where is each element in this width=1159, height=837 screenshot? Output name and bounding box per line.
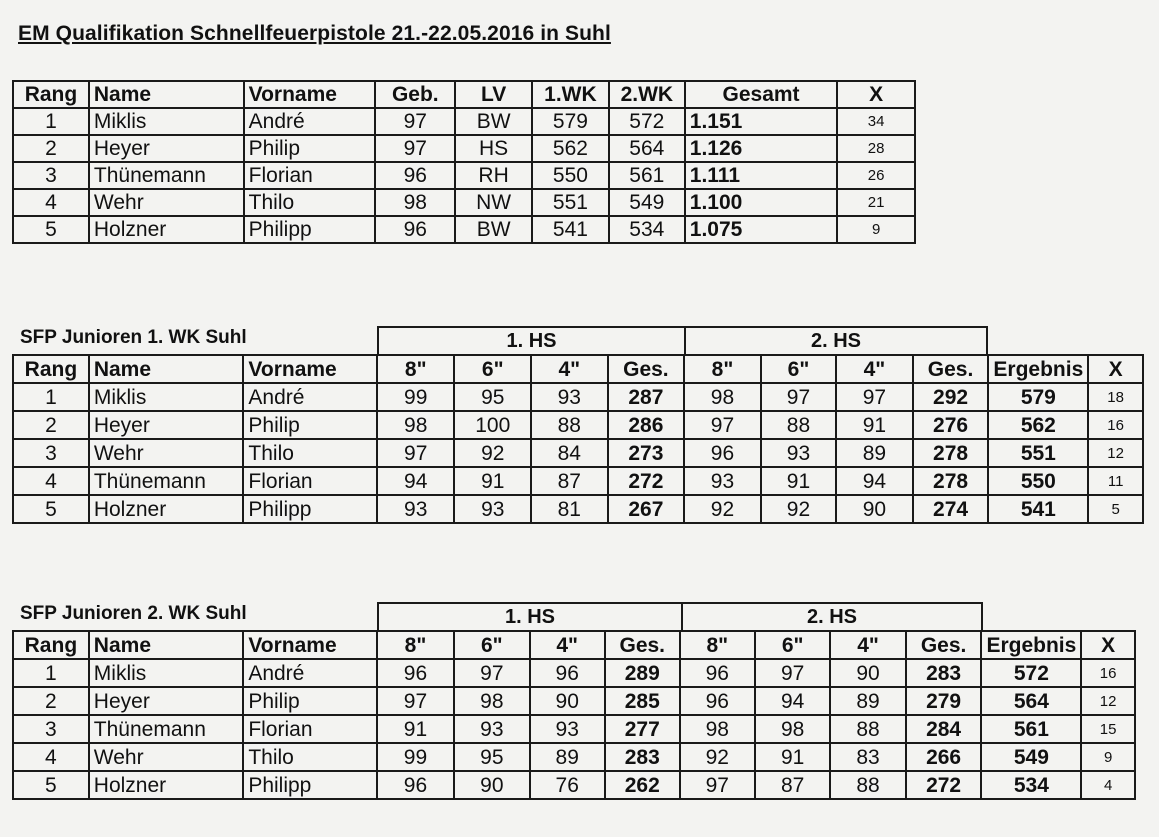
cell-2hs-6s: 97 [761, 383, 836, 411]
col-header-1hs-ges: Ges. [608, 355, 685, 383]
cell-vorname: Philipp [243, 771, 376, 799]
cell-x: 12 [1088, 439, 1143, 467]
cell-gesamt: 1.111 [685, 162, 838, 189]
table-row [13, 771, 1135, 799]
cell-name: Miklis [89, 659, 244, 687]
cell-x: 15 [1081, 715, 1135, 743]
cell-wk1: 579 [532, 108, 609, 135]
cell-2hs-4s: 97 [836, 383, 912, 411]
col-header-wk1: 1.WK [532, 81, 609, 108]
cell-2hs-4s: 90 [830, 659, 905, 687]
cell-vorname: Thilo [243, 743, 376, 771]
cell-wk1: 541 [532, 216, 609, 243]
cell-1hs-6s: 90 [454, 771, 529, 799]
table-row [13, 687, 1135, 715]
cell-2hs-4s: 89 [830, 687, 905, 715]
cell-2hs-8s: 98 [680, 715, 755, 743]
cell-rang: 4 [13, 467, 89, 495]
col-header-name: Name [89, 81, 244, 108]
col-header-2hs-4s: 4" [830, 631, 905, 659]
col-header-1hs-4s: 4" [530, 631, 605, 659]
cell-name: Holzner [89, 495, 244, 523]
cell-2hs-6s: 92 [761, 495, 836, 523]
cell-name: Heyer [89, 411, 244, 439]
page-title: EM Qualifikation Schnellfeuerpistole 21.-22.05.2016 in Suhl [18, 22, 611, 45]
cell-name: Heyer [89, 687, 244, 715]
cell-1hs-6s: 95 [454, 743, 529, 771]
cell-x: 9 [837, 216, 915, 243]
cell-2hs-4s: 88 [830, 771, 905, 799]
cell-geb: 97 [375, 135, 455, 162]
cell-ergebnis: 534 [981, 771, 1081, 799]
cell-1hs-8s: 96 [377, 659, 454, 687]
cell-x: 28 [837, 135, 915, 162]
col-header-2hs-8s: 8" [680, 631, 755, 659]
col-header-geb: Geb. [375, 81, 455, 108]
cell-vorname: Philip [243, 687, 376, 715]
cell-1hs-ges: 273 [608, 439, 685, 467]
cell-2hs-6s: 87 [755, 771, 830, 799]
cell-2hs-ges: 283 [906, 659, 982, 687]
cell-rang: 5 [13, 216, 89, 243]
col-header-x: X [837, 81, 915, 108]
table-row [13, 383, 1143, 411]
cell-1hs-4s: 93 [531, 383, 607, 411]
wk1-results-body [13, 383, 1143, 523]
col-header-vorname: Vorname [243, 631, 376, 659]
cell-vorname: André [243, 383, 377, 411]
cell-1hs-ges: 285 [605, 687, 680, 715]
cell-geb: 96 [375, 162, 455, 189]
col-header-1hs-6s: 6" [454, 355, 531, 383]
cell-name: Thünemann [89, 162, 244, 189]
col-header-1hs-ges: Ges. [605, 631, 680, 659]
wk1-group-1hs: 1. HS [377, 326, 686, 354]
cell-1hs-ges: 287 [608, 383, 685, 411]
cell-1hs-8s: 91 [377, 715, 454, 743]
cell-rang: 1 [13, 108, 89, 135]
cell-vorname: Philip [243, 411, 377, 439]
cell-1hs-6s: 95 [454, 383, 531, 411]
table-header-row [13, 355, 1143, 383]
cell-vorname: Thilo [244, 189, 376, 216]
col-header-1hs-4s: 4" [531, 355, 607, 383]
cell-1hs-8s: 99 [377, 743, 454, 771]
col-header-2hs-ges: Ges. [913, 355, 989, 383]
cell-2hs-8s: 96 [684, 439, 760, 467]
cell-lv: BW [455, 216, 532, 243]
wk2-group-2hs: 2. HS [681, 602, 983, 630]
cell-name: Heyer [89, 135, 244, 162]
cell-x: 4 [1081, 771, 1135, 799]
cell-ergebnis: 551 [988, 439, 1088, 467]
col-header-rang: Rang [13, 81, 89, 108]
cell-name: Miklis [89, 108, 244, 135]
wk1-results-table [12, 354, 1144, 524]
col-header-1hs-8s: 8" [377, 355, 454, 383]
cell-ergebnis: 541 [988, 495, 1088, 523]
cell-2hs-6s: 93 [761, 439, 836, 467]
cell-gesamt: 1.100 [685, 189, 838, 216]
cell-vorname: Philipp [243, 495, 377, 523]
cell-1hs-4s: 81 [531, 495, 607, 523]
cell-ergebnis: 550 [988, 467, 1088, 495]
cell-wk2: 534 [609, 216, 685, 243]
cell-2hs-ges: 284 [906, 715, 982, 743]
cell-wk2: 564 [609, 135, 685, 162]
cell-2hs-8s: 96 [680, 687, 755, 715]
cell-vorname: Philipp [244, 216, 376, 243]
col-header-name: Name [89, 355, 244, 383]
col-header-2hs-6s: 6" [761, 355, 836, 383]
wk2-results-table [12, 630, 1136, 800]
cell-rang: 4 [13, 189, 89, 216]
cell-1hs-8s: 97 [377, 439, 454, 467]
cell-1hs-6s: 98 [454, 687, 529, 715]
cell-rang: 2 [13, 411, 89, 439]
cell-name: Holzner [89, 771, 244, 799]
cell-1hs-6s: 97 [454, 659, 529, 687]
table-row [13, 108, 915, 135]
overall-results-table [12, 80, 916, 244]
cell-geb: 97 [375, 108, 455, 135]
col-header-2hs-8s: 8" [684, 355, 760, 383]
cell-vorname: Florian [243, 467, 377, 495]
table-row [13, 659, 1135, 687]
table-row [13, 743, 1135, 771]
wk1-title: SFP Junioren 1. WK Suhl [20, 327, 247, 348]
cell-1hs-4s: 87 [531, 467, 607, 495]
cell-1hs-4s: 90 [530, 687, 605, 715]
col-header-x: X [1081, 631, 1135, 659]
col-header-ergebnis: Ergebnis [981, 631, 1081, 659]
cell-wk1: 562 [532, 135, 609, 162]
wk2-title: SFP Junioren 2. WK Suhl [20, 603, 247, 624]
col-header-x: X [1088, 355, 1143, 383]
cell-name: Thünemann [89, 715, 244, 743]
wk2-group-1hs: 1. HS [377, 602, 683, 630]
cell-rang: 1 [13, 659, 89, 687]
cell-2hs-6s: 97 [755, 659, 830, 687]
cell-rang: 5 [13, 495, 89, 523]
cell-rang: 4 [13, 743, 89, 771]
table-row [13, 162, 915, 189]
table-header-row [13, 631, 1135, 659]
cell-2hs-8s: 92 [680, 743, 755, 771]
cell-1hs-ges: 286 [608, 411, 685, 439]
cell-1hs-ges: 267 [608, 495, 685, 523]
cell-wk1: 551 [532, 189, 609, 216]
cell-rang: 5 [13, 771, 89, 799]
cell-2hs-6s: 91 [761, 467, 836, 495]
col-header-2hs-ges: Ges. [906, 631, 982, 659]
cell-x: 16 [1088, 411, 1143, 439]
cell-2hs-4s: 88 [830, 715, 905, 743]
cell-1hs-6s: 93 [454, 715, 529, 743]
cell-vorname: André [244, 108, 376, 135]
cell-2hs-ges: 278 [913, 467, 989, 495]
cell-name: Wehr [89, 189, 244, 216]
cell-1hs-4s: 76 [530, 771, 605, 799]
cell-wk2: 549 [609, 189, 685, 216]
col-header-2hs-6s: 6" [755, 631, 830, 659]
table-header-row [13, 81, 915, 108]
cell-vorname: Philip [244, 135, 376, 162]
table-row [13, 135, 915, 162]
cell-gesamt: 1.126 [685, 135, 838, 162]
cell-x: 34 [837, 108, 915, 135]
cell-1hs-6s: 91 [454, 467, 531, 495]
cell-2hs-4s: 83 [830, 743, 905, 771]
cell-x: 12 [1081, 687, 1135, 715]
cell-name: Wehr [89, 439, 244, 467]
cell-2hs-ges: 292 [913, 383, 989, 411]
cell-x: 16 [1081, 659, 1135, 687]
col-header-rang: Rang [13, 355, 89, 383]
cell-lv: BW [455, 108, 532, 135]
cell-1hs-8s: 97 [377, 687, 454, 715]
cell-2hs-6s: 98 [755, 715, 830, 743]
col-header-wk2: 2.WK [609, 81, 685, 108]
table-row [13, 439, 1143, 467]
cell-2hs-8s: 98 [684, 383, 760, 411]
cell-1hs-8s: 94 [377, 467, 454, 495]
col-header-1hs-8s: 8" [377, 631, 454, 659]
cell-geb: 96 [375, 216, 455, 243]
cell-x: 9 [1081, 743, 1135, 771]
cell-2hs-8s: 96 [680, 659, 755, 687]
cell-rang: 1 [13, 383, 89, 411]
cell-name: Holzner [89, 216, 244, 243]
col-header-ergebnis: Ergebnis [988, 355, 1088, 383]
cell-1hs-4s: 96 [530, 659, 605, 687]
cell-2hs-6s: 94 [755, 687, 830, 715]
table-row [13, 495, 1143, 523]
cell-2hs-ges: 266 [906, 743, 982, 771]
cell-lv: RH [455, 162, 532, 189]
cell-vorname: Florian [243, 715, 376, 743]
cell-wk2: 572 [609, 108, 685, 135]
cell-2hs-4s: 91 [836, 411, 912, 439]
cell-ergebnis: 561 [981, 715, 1081, 743]
cell-ergebnis: 549 [981, 743, 1081, 771]
cell-2hs-8s: 97 [680, 771, 755, 799]
cell-2hs-ges: 274 [913, 495, 989, 523]
cell-1hs-4s: 93 [530, 715, 605, 743]
col-header-vorname: Vorname [244, 81, 376, 108]
cell-2hs-8s: 97 [684, 411, 760, 439]
cell-lv: NW [455, 189, 532, 216]
cell-vorname: Florian [244, 162, 376, 189]
cell-vorname: André [243, 659, 376, 687]
cell-rang: 2 [13, 135, 89, 162]
cell-1hs-6s: 100 [454, 411, 531, 439]
cell-gesamt: 1.075 [685, 216, 838, 243]
cell-1hs-ges: 289 [605, 659, 680, 687]
cell-1hs-6s: 92 [454, 439, 531, 467]
cell-2hs-4s: 90 [836, 495, 912, 523]
cell-rang: 3 [13, 162, 89, 189]
cell-x: 5 [1088, 495, 1143, 523]
cell-1hs-ges: 262 [605, 771, 680, 799]
col-header-lv: LV [455, 81, 532, 108]
cell-name: Wehr [89, 743, 244, 771]
cell-1hs-8s: 93 [377, 495, 454, 523]
col-header-2hs-4s: 4" [836, 355, 912, 383]
cell-2hs-ges: 278 [913, 439, 989, 467]
cell-x: 11 [1088, 467, 1143, 495]
cell-wk1: 550 [532, 162, 609, 189]
wk1-group-2hs: 2. HS [684, 326, 988, 354]
cell-2hs-ges: 272 [906, 771, 982, 799]
table-row [13, 216, 915, 243]
cell-1hs-4s: 89 [530, 743, 605, 771]
cell-1hs-ges: 272 [608, 467, 685, 495]
cell-2hs-ges: 279 [906, 687, 982, 715]
cell-ergebnis: 564 [981, 687, 1081, 715]
wk2-results-body [13, 659, 1135, 799]
cell-ergebnis: 562 [988, 411, 1088, 439]
cell-2hs-ges: 276 [913, 411, 989, 439]
cell-2hs-4s: 89 [836, 439, 912, 467]
cell-name: Miklis [89, 383, 244, 411]
cell-wk2: 561 [609, 162, 685, 189]
table-row [13, 411, 1143, 439]
cell-x: 18 [1088, 383, 1143, 411]
table-row [13, 467, 1143, 495]
col-header-rang: Rang [13, 631, 89, 659]
col-header-name: Name [89, 631, 244, 659]
cell-1hs-ges: 283 [605, 743, 680, 771]
cell-name: Thünemann [89, 467, 244, 495]
col-header-1hs-6s: 6" [454, 631, 529, 659]
cell-x: 21 [837, 189, 915, 216]
cell-rang: 3 [13, 439, 89, 467]
cell-1hs-4s: 84 [531, 439, 607, 467]
cell-vorname: Thilo [243, 439, 377, 467]
cell-1hs-4s: 88 [531, 411, 607, 439]
cell-rang: 3 [13, 715, 89, 743]
cell-2hs-6s: 91 [755, 743, 830, 771]
cell-ergebnis: 579 [988, 383, 1088, 411]
cell-x: 26 [837, 162, 915, 189]
cell-lv: HS [455, 135, 532, 162]
cell-2hs-6s: 88 [761, 411, 836, 439]
cell-2hs-8s: 93 [684, 467, 760, 495]
cell-1hs-6s: 93 [454, 495, 531, 523]
cell-1hs-ges: 277 [605, 715, 680, 743]
cell-ergebnis: 572 [981, 659, 1081, 687]
table-row [13, 189, 915, 216]
cell-2hs-8s: 92 [684, 495, 760, 523]
table-row [13, 715, 1135, 743]
overall-results-body [13, 108, 915, 243]
cell-rang: 2 [13, 687, 89, 715]
cell-geb: 98 [375, 189, 455, 216]
cell-gesamt: 1.151 [685, 108, 838, 135]
cell-1hs-8s: 99 [377, 383, 454, 411]
col-header-vorname: Vorname [243, 355, 377, 383]
col-header-gesamt: Gesamt [685, 81, 838, 108]
cell-1hs-8s: 96 [377, 771, 454, 799]
cell-1hs-8s: 98 [377, 411, 454, 439]
cell-2hs-4s: 94 [836, 467, 912, 495]
